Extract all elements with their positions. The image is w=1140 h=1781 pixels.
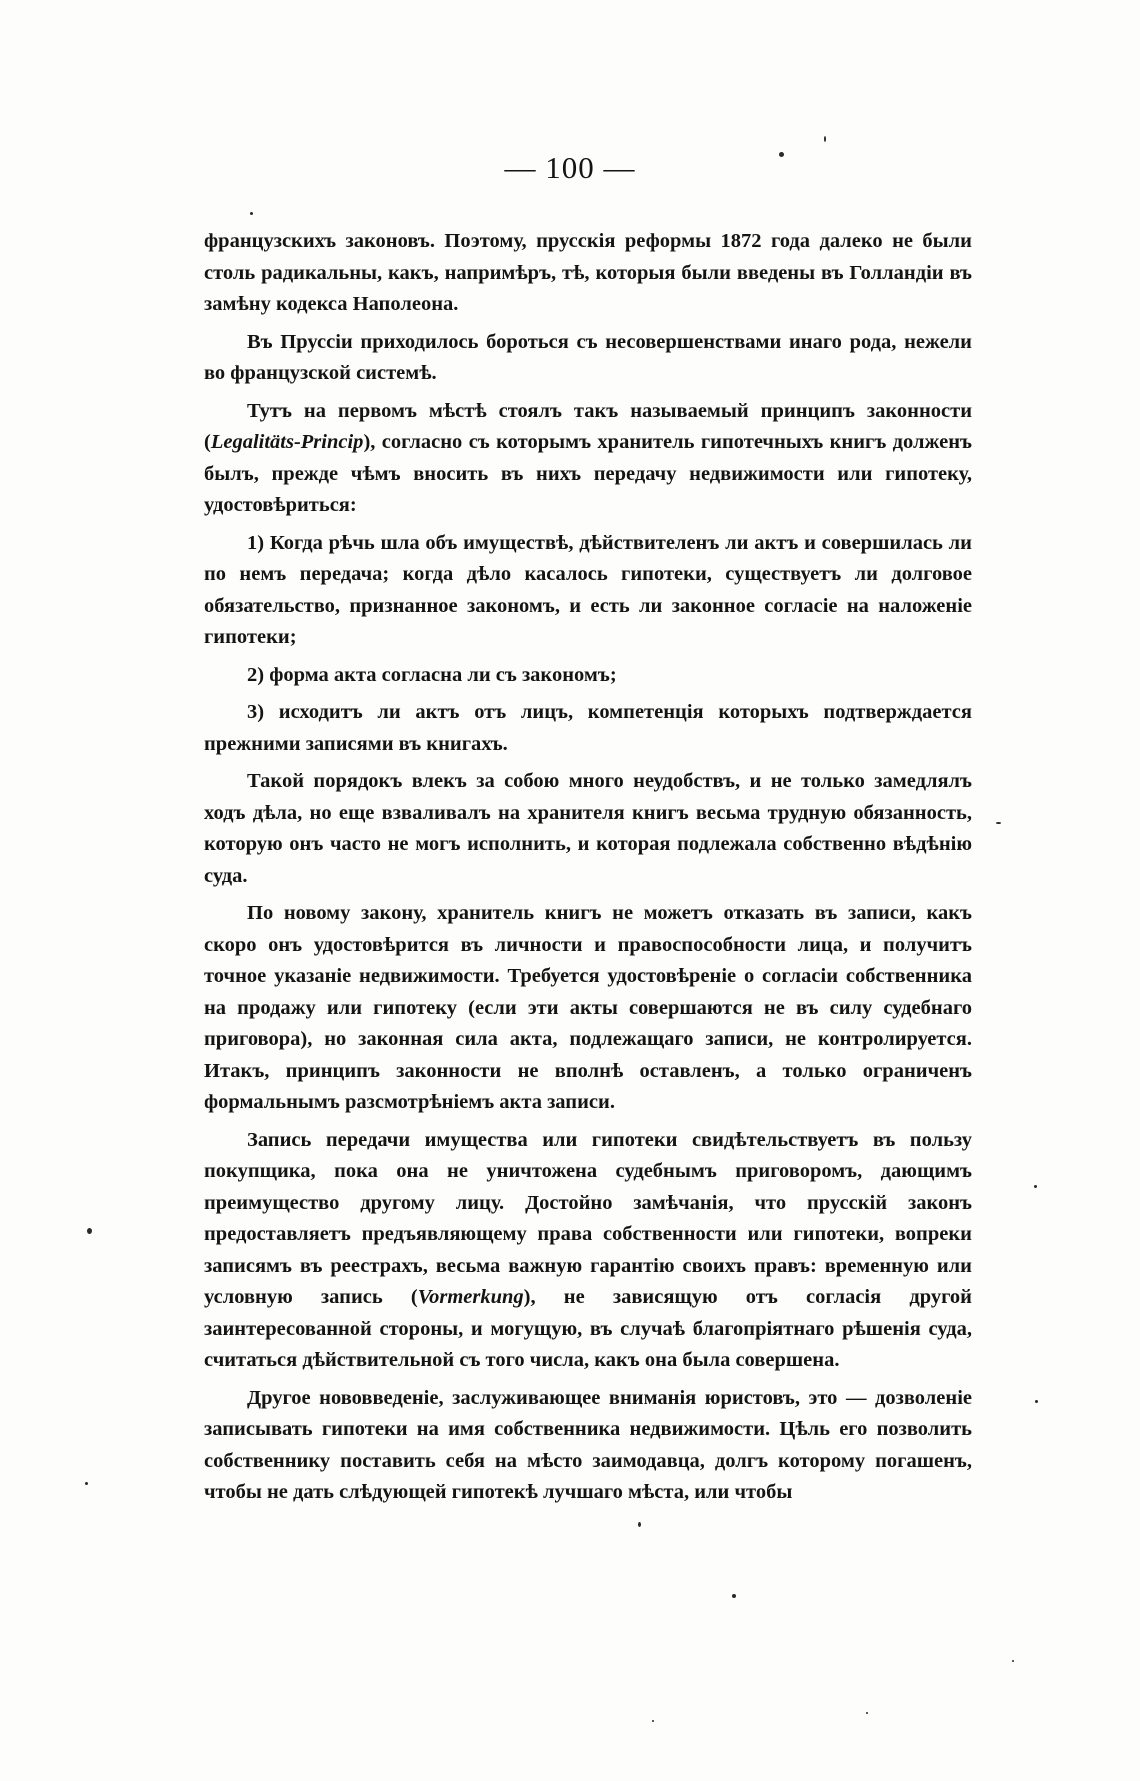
page-number: — 100 — bbox=[504, 150, 636, 185]
list-item-3: 3) исходитъ ли актъ отъ лицъ, компетенція которыхъ подтверждается прежними записями въ книгахъ. bbox=[204, 701, 972, 755]
list-item-2: 2) форма акта согласна ли съ закономъ; bbox=[247, 663, 617, 686]
paragraph-vormerkung-start: Запись передачи имущества или гипотеки свидѣтельствуетъ въ пользу покупщика, пока она не уничтожена судебнымъ приговоромъ, дающимъ преимущество другому лицу. Достойно замѣчанія, что прусскій законъ предоставляетъ предъявляющему права собственности или гипотеки, вопреки записямъ въ реестрахъ, весьма важную гарантію своихъ правъ: временную или условную запись ( bbox=[204, 1128, 972, 1308]
scan-speck bbox=[824, 136, 826, 142]
scan-speck bbox=[87, 1228, 92, 1234]
scan-speck bbox=[652, 1720, 654, 1722]
scan-speck bbox=[732, 1594, 736, 1598]
scan-speck bbox=[866, 1712, 868, 1714]
list-item-1: 1) Когда рѣчь шла объ имуществѣ, дѣйствителенъ ли актъ и совершилась ли по немъ передача; когда дѣло касалось гипотеки, существуетъ ли долговое обязательство, признанное закономъ, и есть ли законное согласіе на наложеніе гипотеки; bbox=[204, 531, 972, 648]
term-vormerkung: Vormerkung bbox=[417, 1286, 524, 1308]
paragraph-new-law: По новому закону, хранитель книгъ не можетъ отказать въ записи, какъ скоро онъ удостовѣрится въ личности и правоспособности лица, и получитъ точное указаніе недвижимости. Требуется удостовѣреніе о согласіи собственника на продажу или гипотеку (если эти акты совершаются не въ силу судебнаго приговора), но законная сила акта, подлежащаго записи, не контролируется. Итакъ, принципъ законности не вполнѣ оставленъ, а только ограниченъ формальнымъ разсмотрѣніемъ акта записи. bbox=[204, 902, 972, 1113]
scan-speck bbox=[1012, 1660, 1014, 1662]
scan-speck bbox=[250, 212, 253, 215]
paragraph-legality-principle bbox=[204, 396, 972, 522]
body-text bbox=[204, 226, 972, 1515]
paragraph-legality-principle-start: Тутъ на первомъ мѣстѣ стоялъ такъ называемый принципъ законности ( bbox=[204, 399, 972, 453]
paragraph-continuation: французскихъ законовъ. Поэтому, прусскія реформы 1872 года далеко не были столь радикальны, какъ, напримѣръ, тѣ, которыя были введены въ Голландіи въ замѣну кодекса Наполеона. bbox=[204, 230, 972, 315]
paragraph-vormerkung bbox=[204, 1125, 972, 1377]
paragraph-vormerkung-end: ), не зависящую отъ согласія другой заинтересованной стороны, и могущую, въ случаѣ благопріятнаго рѣшенія суда, считаться дѣйствительной съ того числа, какъ она была совершена. bbox=[204, 1286, 972, 1371]
scan-speck bbox=[1034, 1185, 1037, 1188]
scan-speck bbox=[85, 1482, 88, 1485]
paragraph-legality-principle-end: ), согласно съ которымъ хранитель гипотечныхъ книгъ долженъ былъ, прежде чѣмъ вносить въ нихъ передачу недвижимости или гипотеку, удостовѣриться: bbox=[204, 431, 972, 516]
scan-speck bbox=[996, 822, 1001, 824]
paragraph-prussia-problems: Въ Пруссіи приходилось бороться съ несовершенствами инаго рода, нежели во французской системѣ. bbox=[204, 330, 972, 384]
scan-speck bbox=[1035, 1400, 1038, 1403]
paragraph-inconveniences: Такой порядокъ влекъ за собою много неудобствъ, и не только замедлялъ ходъ дѣла, но еще взваливалъ на хранителя книгъ весьма трудную обязанность, которую онъ часто не могъ исполнить, и которая подлежала собственно вѣдѣнію суда. bbox=[204, 770, 972, 887]
scan-speck bbox=[638, 1522, 641, 1527]
paragraph-owner-mortgage: Другое нововведеніе, заслуживающее вниманія юристовъ, это — дозволеніе записывать гипотеки на имя собственника недвижимости. Цѣль его позволить собственнику поставить себя на мѣсто заимодавца, долгъ которому погашенъ, чтобы не дать слѣдующей гипотекѣ лучшаго мѣста, или чтобы bbox=[204, 1386, 972, 1503]
term-legalitats-princip: Legalitäts-Princip bbox=[210, 431, 364, 453]
scan-speck bbox=[779, 152, 784, 157]
